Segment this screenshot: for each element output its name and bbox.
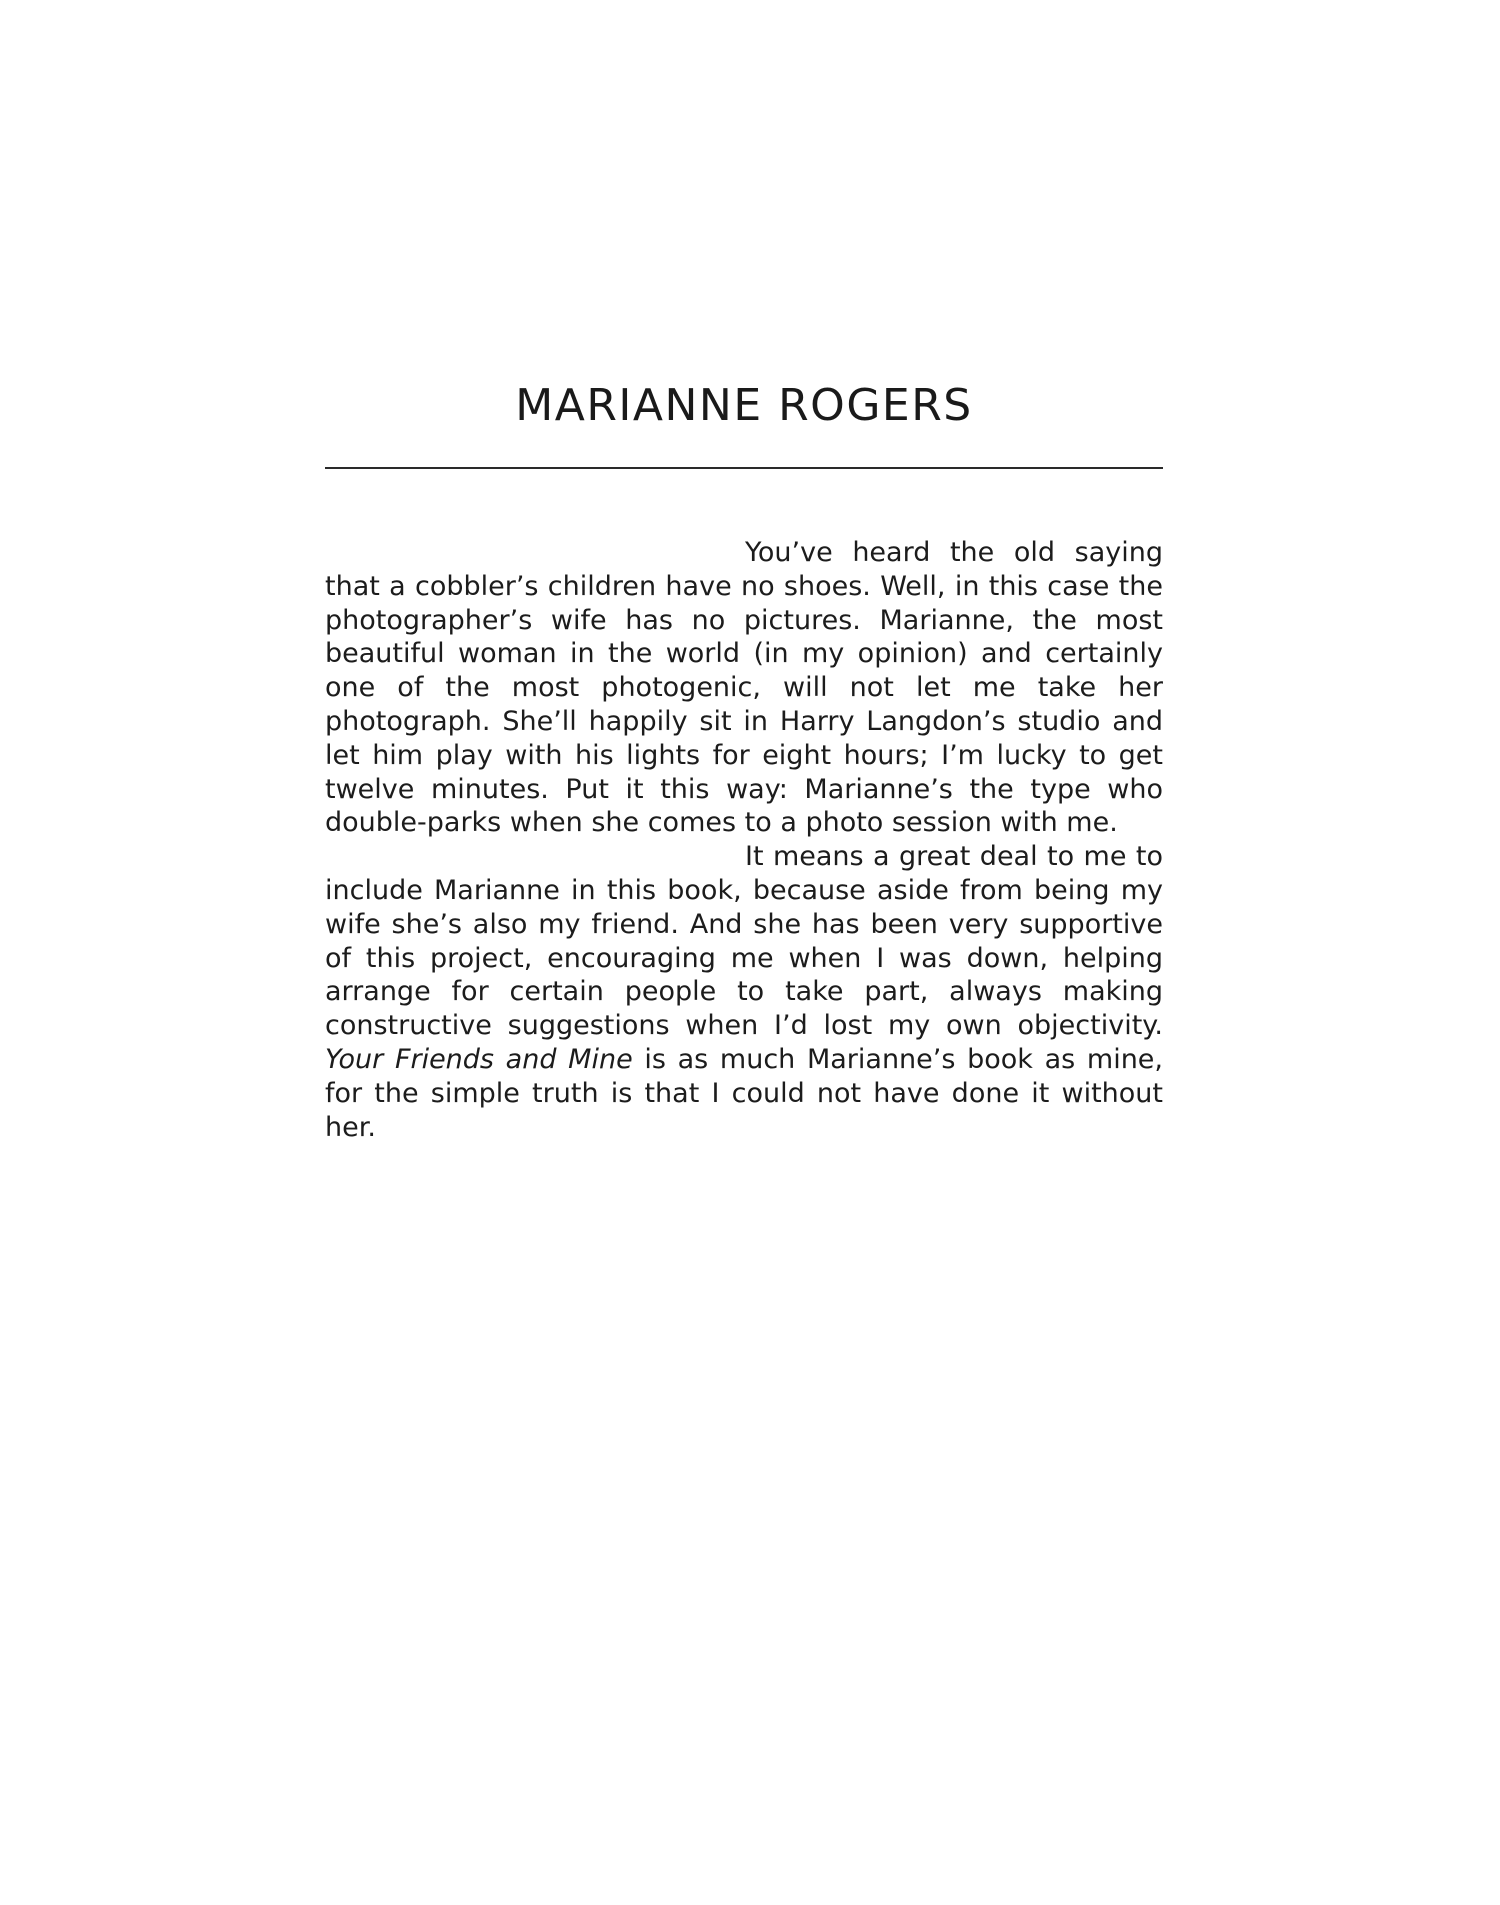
book-title-italic: Your Friends and Mine [325,1043,633,1075]
page-title: MARIANNE ROGERS [515,380,973,431]
paragraph-1-text: You’ve heard the old saying that a cobbler’s children have no shoes. Well, in this case the photographer’s wife has no pictures. Marianne, the most beautiful woman in the world (in my opinion) and certainly one of the most photogenic, will not let me take her photograph. She’ll happily sit in Harry Langdon’s studio and let him play with his lights for eight hours; I’m lucky to get twelve minutes. Put it this way: Marianne’s the type who double-parks when she comes to a photo session with me. [325,537,1163,839]
paragraph-2-text: It means a great deal to me to include Marianne in this book, because aside from being my wife she’s also my friend. And she has been very supportive of this project, encouraging me when I was down, helping arrange for certain people to take part, always making constructive suggestions when I’d lost my own objectivity. [325,841,1163,1042]
paragraph-2 [325,840,1163,1144]
title-divider [325,467,1163,469]
paragraph-1 [325,536,1163,840]
body-text [325,536,1163,1144]
paragraph-2-text-end: is as much Marianne’s book as mine, for the simple truth is that I could not have done it without her. [325,1043,1164,1143]
